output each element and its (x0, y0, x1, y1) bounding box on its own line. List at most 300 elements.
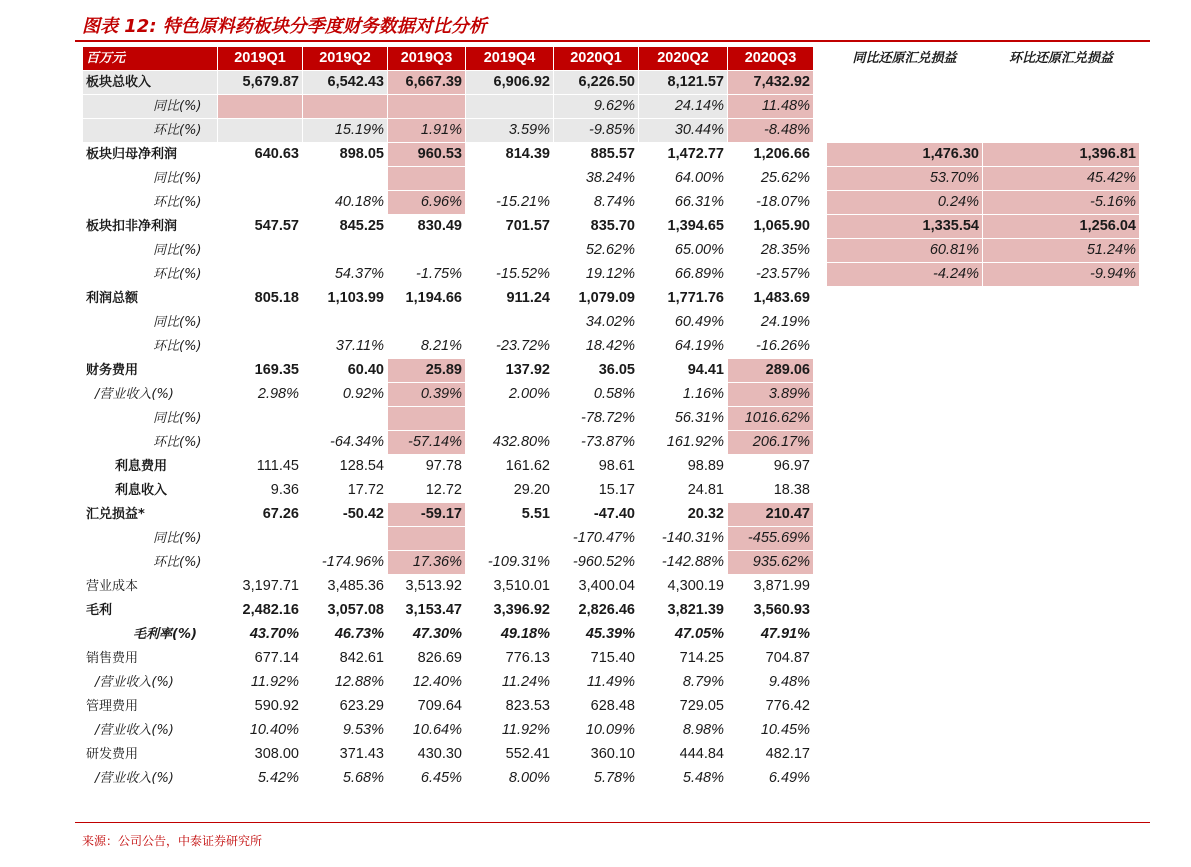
table-cell: 97.78 (425, 458, 462, 474)
table-cell: 3,197.71 (242, 578, 299, 594)
table-cell (218, 335, 302, 358)
fx-cell: -9.94% (983, 263, 1139, 286)
table-cell: 5,679.87 (218, 71, 302, 94)
fx-cell: 51.24% (983, 239, 1139, 262)
table-row (83, 287, 813, 310)
table-cell: 24.14% (639, 95, 727, 118)
fx-row (827, 167, 1139, 190)
table-cell: 17.36% (388, 551, 465, 574)
table-cell: 11.92% (501, 722, 550, 738)
table-row (83, 599, 813, 622)
table-cell: 9.36 (270, 482, 299, 498)
table-cell: 25.89 (388, 359, 465, 382)
table-cell: 12.72 (425, 482, 462, 498)
table-cell: 935.62% (728, 551, 813, 574)
table-cell: -16.26% (755, 338, 810, 354)
table-cell: -18.07% (755, 194, 810, 210)
row-label: 同比(%) (153, 171, 202, 186)
table-cell: 6,906.92 (466, 71, 553, 94)
table-cell: 6.45% (420, 770, 462, 786)
table-cell: 15.17 (598, 482, 635, 498)
empty-cell (827, 119, 982, 142)
table-cell: 6,226.50 (554, 71, 638, 94)
table-cell: 715.40 (590, 650, 635, 666)
table-cell: 289.06 (728, 359, 813, 382)
table-cell: 67.26 (262, 506, 299, 522)
table-cell: 10.40% (249, 722, 299, 738)
table-cell: -64.34% (329, 434, 384, 450)
table-cell (388, 239, 465, 262)
row-label: 同比(%) (153, 243, 202, 258)
table-cell: 1,206.66 (753, 146, 810, 162)
empty-cell (827, 95, 982, 118)
table-cell: -23.57% (755, 266, 810, 282)
table-cell: 12.40% (412, 674, 462, 690)
table-cell: -15.21% (495, 194, 550, 210)
table-cell: 18.42% (585, 338, 635, 354)
row-label: 毛利 (86, 603, 113, 618)
table-cell: -57.14% (388, 431, 465, 454)
fx-row (827, 239, 1139, 262)
table-cell: 845.25 (339, 218, 384, 234)
table-cell (303, 527, 387, 550)
column-header: 2020Q3 (728, 47, 813, 70)
table-row (83, 623, 813, 646)
table-cell: 98.89 (687, 458, 724, 474)
row-label: 环比(%) (153, 339, 202, 354)
table-cell: 52.62% (585, 242, 635, 258)
table-row (83, 527, 813, 550)
table-row (83, 311, 813, 334)
table-row (83, 767, 813, 790)
row-label: /营业收入(%) (95, 723, 174, 738)
table-cell: 3.89% (728, 383, 813, 406)
source-note: 来源：公司公告，中泰证券研究所 (82, 834, 263, 848)
table-cell: 8.00% (508, 770, 550, 786)
row-label: 环比(%) (153, 435, 202, 450)
row-label: 板块归母净利润 (86, 147, 178, 162)
table-cell: 6.96% (388, 191, 465, 214)
table-cell: 128.54 (339, 458, 384, 474)
table-cell (466, 95, 553, 118)
quarterly-financial-table (82, 46, 814, 791)
table-cell: -23.72% (495, 338, 550, 354)
table-cell: 3,400.04 (578, 578, 635, 594)
table-cell: 8.74% (593, 194, 635, 210)
table-cell: 20.32 (687, 506, 724, 522)
row-label: 利润总额 (86, 291, 139, 306)
table-cell: 590.92 (254, 698, 299, 714)
table-cell: 65.00% (674, 242, 724, 258)
unit-label: 百万元 (83, 47, 217, 70)
table-cell: -174.96% (321, 554, 384, 570)
fx-cell: 1,256.04 (983, 215, 1139, 238)
table-row (83, 143, 813, 166)
table-cell (218, 311, 302, 334)
row-label: 环比(%) (153, 267, 202, 282)
table-cell: 814.39 (505, 146, 550, 162)
table-cell: 94.41 (687, 362, 724, 378)
row-label: 毛利率(%) (133, 627, 197, 642)
table-cell: 842.61 (339, 650, 384, 666)
table-cell: 826.69 (417, 650, 462, 666)
table-cell (303, 95, 387, 118)
figure-title: 图表 12: 特色原料药板块分季度财务数据对比分析 (82, 16, 487, 37)
table-cell: 547.57 (254, 218, 299, 234)
table-cell: 8.21% (420, 338, 462, 354)
table-row (83, 335, 813, 358)
table-cell: 17.72 (347, 482, 384, 498)
table-cell: 704.87 (765, 650, 810, 666)
table-cell: 11.92% (250, 674, 299, 690)
table-cell: 9.53% (342, 722, 384, 738)
table-cell: 15.19% (303, 119, 387, 142)
table-cell: 111.45 (256, 458, 299, 474)
column-header: 2020Q2 (639, 47, 727, 70)
table-cell: 3,057.08 (327, 602, 384, 618)
row-label: 同比(%) (153, 411, 202, 426)
table-cell: 709.64 (417, 698, 462, 714)
table-cell: -140.31% (661, 530, 724, 546)
table-cell: 10.64% (412, 722, 462, 738)
table-cell (466, 167, 553, 190)
table-cell: 3,153.47 (405, 602, 462, 618)
fx-cell: 53.70% (827, 167, 982, 190)
table-cell: 1.16% (682, 386, 724, 402)
row-label: 研发费用 (86, 747, 139, 762)
table-row (83, 215, 813, 238)
table-cell: 3,396.92 (493, 602, 550, 618)
table-cell: 898.05 (339, 146, 384, 162)
table-cell: 4,300.19 (667, 578, 724, 594)
table-row (83, 263, 813, 286)
table-cell: -455.69% (728, 527, 813, 550)
table-header-row (83, 47, 813, 70)
table-cell: 0.39% (388, 383, 465, 406)
table-cell: 714.25 (679, 650, 724, 666)
table-cell: 28.35% (760, 242, 810, 258)
table-cell: 640.63 (254, 146, 299, 162)
table-cell: 46.73% (334, 626, 384, 642)
table-cell: 206.17% (728, 431, 813, 454)
table-cell (466, 527, 553, 550)
table-cell (218, 119, 302, 142)
table-row (83, 383, 813, 406)
table-cell: 66.89% (674, 266, 724, 282)
table-cell: 8,121.57 (639, 71, 727, 94)
table-cell: -8.48% (728, 119, 813, 142)
table-cell: 2,826.46 (578, 602, 635, 618)
table-cell: 1,065.90 (753, 218, 810, 234)
table-row (83, 167, 813, 190)
table-cell: 64.00% (674, 170, 724, 186)
table-row (83, 239, 813, 262)
table-cell: 137.92 (505, 362, 550, 378)
table-row (83, 695, 813, 718)
table-cell: 8.98% (682, 722, 724, 738)
row-label: 销售费用 (86, 651, 139, 666)
table-cell: -109.31% (487, 554, 550, 570)
row-label: 管理费用 (86, 699, 139, 714)
table-cell: 1016.62% (728, 407, 813, 430)
table-cell: 430.30 (417, 746, 462, 762)
table-cell (218, 551, 302, 574)
fx-adjusted-table (826, 46, 1140, 287)
table-cell (466, 311, 553, 334)
table-cell: 729.05 (679, 698, 724, 714)
row-label: 板块总收入 (83, 71, 217, 94)
table-cell (218, 191, 302, 214)
table-cell: 1.91% (388, 119, 465, 142)
table-row (83, 743, 813, 766)
fx-row (827, 263, 1139, 286)
table-cell: 911.24 (506, 290, 550, 306)
table-cell: 24.19% (760, 314, 810, 330)
column-header: 2019Q3 (388, 47, 465, 70)
table-cell: 11.48% (728, 95, 813, 118)
table-row (83, 119, 813, 142)
table-cell: 10.45% (760, 722, 810, 738)
row-label: 利息收入 (115, 483, 168, 498)
table-row (83, 551, 813, 574)
table-cell: 1,771.76 (667, 290, 724, 306)
table-cell (218, 263, 302, 286)
table-cell: 885.57 (590, 146, 635, 162)
fx-cell: 1,396.81 (983, 143, 1139, 166)
table-cell: 210.47 (728, 503, 813, 526)
table-cell: 3,485.36 (327, 578, 384, 594)
table-cell: 805.18 (254, 290, 299, 306)
table-cell: 1,079.09 (578, 290, 635, 306)
table-row (83, 95, 813, 118)
table-cell (388, 95, 465, 118)
table-cell: 36.05 (598, 362, 635, 378)
table-cell: 47.05% (674, 626, 724, 642)
table-cell: 677.14 (254, 650, 299, 666)
table-cell (388, 167, 465, 190)
table-cell (388, 407, 465, 430)
row-label: 利息费用 (115, 459, 168, 474)
table-cell: 3,560.93 (753, 602, 810, 618)
empty-cell (983, 71, 1139, 94)
fx-cell: 45.42% (983, 167, 1139, 190)
table-cell: 19.12% (585, 266, 635, 282)
table-row (83, 455, 813, 478)
table-cell: 54.37% (334, 266, 384, 282)
row-label: 环比(%) (83, 119, 217, 142)
table-cell (218, 95, 302, 118)
table-cell: 37.11% (335, 338, 384, 354)
table-cell: 830.49 (417, 218, 462, 234)
table-row (83, 647, 813, 670)
table-cell: -960.52% (572, 554, 635, 570)
fx-cell: -5.16% (983, 191, 1139, 214)
table-cell: 776.42 (765, 698, 810, 714)
table-cell: 11.49% (586, 674, 635, 690)
table-cell: 56.31% (674, 410, 724, 426)
table-cell: 776.13 (505, 650, 550, 666)
table-cell: 6,542.43 (303, 71, 387, 94)
table-cell: 161.62 (505, 458, 550, 474)
table-cell: 2,482.16 (242, 602, 299, 618)
table-cell: 482.17 (765, 746, 810, 762)
table-cell (218, 431, 302, 454)
table-cell: 360.10 (590, 746, 635, 762)
table-row (83, 359, 813, 382)
fx-column-header: 同比还原汇兑损益 (827, 47, 982, 70)
table-cell (388, 311, 465, 334)
table-cell: 0.92% (342, 386, 384, 402)
table-cell: 30.44% (639, 119, 727, 142)
table-cell: 960.53 (388, 143, 465, 166)
table-cell (303, 311, 387, 334)
table-cell: 66.31% (674, 194, 724, 210)
fx-row (827, 191, 1139, 214)
table-cell: 6.49% (768, 770, 810, 786)
table-cell: -73.87% (580, 434, 635, 450)
table-cell: 1,483.69 (753, 290, 810, 306)
fx-cell: 1,476.30 (827, 143, 982, 166)
table-cell: -59.17 (388, 503, 465, 526)
row-label: /营业收入(%) (95, 387, 174, 402)
table-cell: 1,472.77 (667, 146, 724, 162)
table-cell: 432.80% (492, 434, 550, 450)
table-cell (218, 407, 302, 430)
table-row (83, 71, 813, 94)
row-label: 环比(%) (153, 555, 202, 570)
table-row (83, 431, 813, 454)
row-label: 同比(%) (153, 315, 202, 330)
table-cell: 47.91% (760, 626, 810, 642)
table-cell: 5.68% (342, 770, 384, 786)
table-cell: 371.43 (339, 746, 384, 762)
table-cell: -50.42 (342, 506, 384, 522)
row-label: 营业成本 (86, 579, 139, 594)
empty-cell (983, 95, 1139, 118)
table-cell: 64.19% (674, 338, 724, 354)
empty-cell (827, 71, 982, 94)
column-header: 2019Q2 (303, 47, 387, 70)
table-cell: 24.81 (687, 482, 724, 498)
column-header: 2019Q4 (466, 47, 553, 70)
table-cell: 444.84 (679, 746, 724, 762)
table-row (83, 191, 813, 214)
table-cell: -1.75% (416, 266, 462, 282)
table-cell: -78.72% (580, 410, 635, 426)
table-row (83, 671, 813, 694)
table-row (83, 407, 813, 430)
table-cell: 11.24% (501, 674, 550, 690)
table-cell (466, 407, 553, 430)
table-cell (218, 239, 302, 262)
table-cell: 5.51 (521, 506, 550, 522)
table-cell: 60.40 (347, 362, 384, 378)
table-cell: 3,871.99 (753, 578, 810, 594)
table-cell (218, 167, 302, 190)
table-row (83, 503, 813, 526)
row-label: 汇兑损益* (86, 507, 145, 522)
table-cell: 49.18% (500, 626, 550, 642)
table-cell: 701.57 (505, 218, 550, 234)
table-row (83, 575, 813, 598)
table-cell (388, 527, 465, 550)
table-cell: 552.41 (505, 746, 550, 762)
table-cell: 835.70 (590, 218, 635, 234)
table-cell: 5.78% (593, 770, 635, 786)
column-header: 2020Q1 (554, 47, 638, 70)
table-cell: 10.09% (585, 722, 635, 738)
fx-row (827, 143, 1139, 166)
table-cell: 29.20 (513, 482, 550, 498)
table-cell: 9.62% (554, 95, 638, 118)
table-cell: 0.58% (593, 386, 635, 402)
table-cell: 2.98% (257, 386, 299, 402)
table-cell: 43.70% (249, 626, 299, 642)
table-cell: 60.49% (674, 314, 724, 330)
table-cell: 628.48 (590, 698, 635, 714)
source-divider (75, 822, 1150, 823)
table-cell: 7,432.92 (728, 71, 813, 94)
table-cell: 2.00% (508, 386, 550, 402)
table-cell: 9.48% (768, 674, 810, 690)
table-row (83, 479, 813, 502)
table-cell: 169.35 (254, 362, 299, 378)
table-cell: 1,194.66 (405, 290, 462, 306)
table-cell: 47.30% (412, 626, 462, 642)
table-cell: 45.39% (585, 626, 635, 642)
table-cell: 12.88% (334, 674, 384, 690)
table-cell: 1,394.65 (667, 218, 724, 234)
row-label: /营业收入(%) (95, 771, 174, 786)
row-label: 同比(%) (83, 95, 217, 118)
table-cell: 5.48% (682, 770, 724, 786)
fx-cell: 0.24% (827, 191, 982, 214)
table-cell (303, 407, 387, 430)
row-label: 财务费用 (86, 363, 139, 378)
empty-cell (983, 119, 1139, 142)
fx-spacer-row (827, 95, 1139, 118)
fx-spacer-row (827, 119, 1139, 142)
column-header: 2019Q1 (218, 47, 302, 70)
table-cell: 38.24% (585, 170, 635, 186)
fx-column-header: 环比还原汇兑损益 (983, 47, 1139, 70)
table-cell: 3,513.92 (405, 578, 462, 594)
table-cell (466, 239, 553, 262)
table-cell: -15.52% (495, 266, 550, 282)
fx-spacer-row (827, 71, 1139, 94)
table-cell: 308.00 (254, 746, 299, 762)
table-cell: 40.18% (334, 194, 384, 210)
table-cell: 96.97 (773, 458, 810, 474)
fx-cell: 60.81% (827, 239, 982, 262)
table-cell: 34.02% (585, 314, 635, 330)
title-divider (75, 40, 1150, 42)
table-cell: 8.79% (682, 674, 724, 690)
table-cell: -47.40 (593, 506, 635, 522)
table-cell (218, 527, 302, 550)
table-cell: 3,821.39 (667, 602, 724, 618)
table-cell: 25.62% (760, 170, 810, 186)
row-label: 环比(%) (153, 195, 202, 210)
table-cell: 5.42% (257, 770, 299, 786)
table-cell: 1,103.99 (327, 290, 384, 306)
fx-cell: 1,335.54 (827, 215, 982, 238)
table-cell: -170.47% (572, 530, 635, 546)
table-cell: 6,667.39 (388, 71, 465, 94)
table-cell: 98.61 (598, 458, 635, 474)
table-cell (303, 167, 387, 190)
row-label: /营业收入(%) (95, 675, 174, 690)
